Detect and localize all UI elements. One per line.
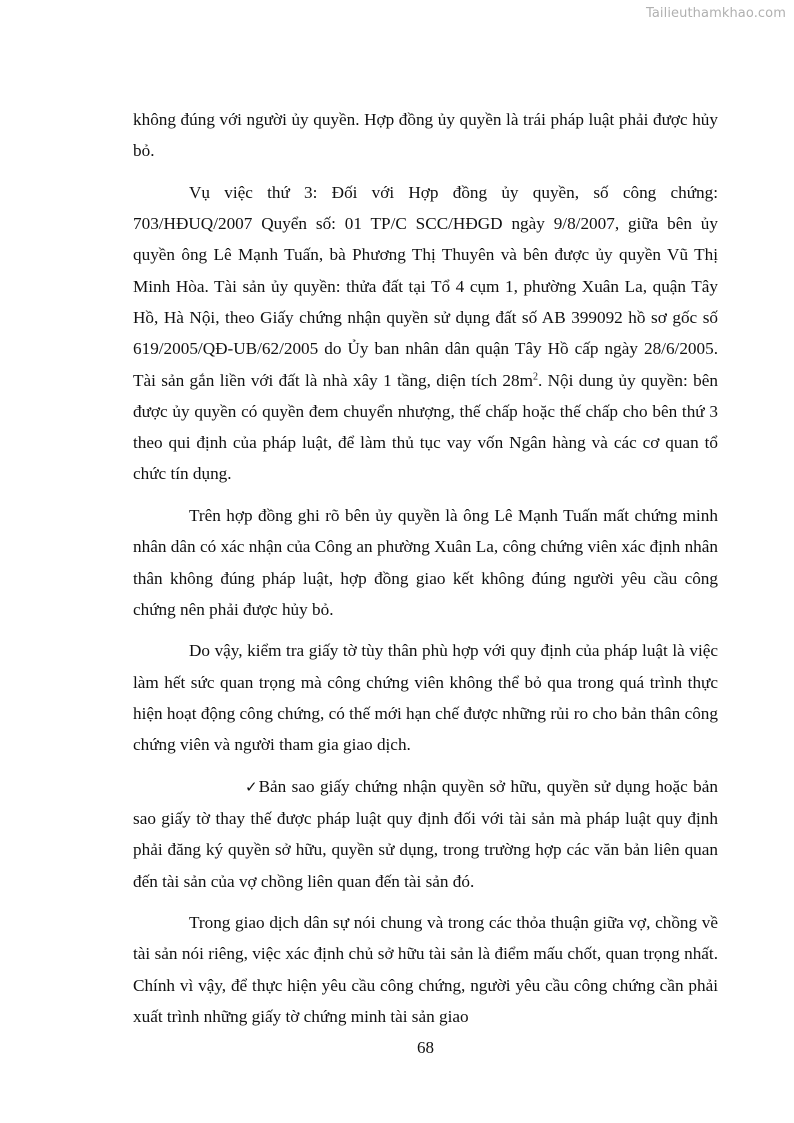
paragraph-5 bbox=[133, 771, 718, 897]
document-body bbox=[133, 104, 718, 1042]
paragraph-2 bbox=[133, 177, 718, 490]
paragraph-4: Do vậy, kiểm tra giấy tờ tùy thân phù hợp với quy định của pháp luật là việc làm hết sức quan trọng mà công chứng viên không thể bỏ qua trong quá trình thực hiện hoạt động công chứng, có thế mới hạn chế được những rủi ro cho bản thân công chứng viên và người tham gia giao dịch. bbox=[133, 641, 718, 755]
paragraph-1: không đúng với người ủy quyền. Hợp đồng ủy quyền là trái pháp luật phải được hủy bỏ. bbox=[133, 110, 718, 161]
checkmark-icon: ✓ bbox=[245, 777, 258, 796]
paragraph-2-text-a: Vụ việc thứ 3: Đối với Hợp đồng ủy quyền, số công chứng: 703/HĐUQ/2007 Quyển số: 01 TP/C SCC/HĐGD ngày 9/8/2007, giữa bên ủy quyền ông Lê Mạnh Tuấn, bà Phương Thị Thuyên và bên được ủy quyền Vũ Thị Minh Hòa. Tài sản ủy quyền: thửa đất tại Tổ 4 cụm 1, phường Xuân La, quận Tây Hồ, Hà Nội, theo Giấy chứng nhận quyền sử dụng đất số AB 399092 hồ sơ gốc số 619/2005/QĐ-UB/62/2005 do Ủy ban nhân dân quận Tây Hồ cấp ngày 28/6/2005. Tài sản gắn liền với đất là nhà xây 1 tầng, diện tích 28m bbox=[133, 182, 718, 390]
page-number: 68 bbox=[417, 1038, 434, 1057]
paragraph-5-text: Bản sao giấy chứng nhận quyền sở hữu, quyền sử dụng hoặc bản sao giấy tờ thay thế được pháp luật quy định đối với tài sản mà pháp luật quy định phải đăng ký quyền sở hữu, quyền sử dụng, trong trường hợp các văn bản liên quan đến tài sản của vợ chồng liên quan đến tài sản đó. bbox=[133, 776, 718, 891]
paragraph-3: Trên hợp đồng ghi rõ bên ủy quyền là ông Lê Mạnh Tuấn mất chứng minh nhân dân có xác nhận của Công an phường Xuân La, công chứng viên xác định nhân thân không đúng pháp luật, hợp đồng giao kết không đúng người yêu cầu công chứng nên phải được hủy bỏ. bbox=[133, 505, 718, 619]
watermark-text: Tailieuthamkhao.com bbox=[645, 6, 786, 21]
superscript-square: 2 bbox=[532, 370, 538, 382]
paragraph-2-text-b: . Nội dung ủy quyền: bên được ủy quyền có quyền đem chuyển nhượng, thế chấp hoặc thế chấp cho bên thứ 3 theo qui định của pháp luật, để làm thủ tục vay vốn Ngân hàng và các cơ quan tổ chức tín dụng. bbox=[133, 370, 718, 484]
paragraph-6: Trong giao dịch dân sự nói chung và trong các thỏa thuận giữa vợ, chồng về tài sản nói riêng, việc xác định chủ sở hữu tài sản là điểm mấu chốt, quan trọng nhất. Chính vì vậy, để thực hiện yêu cầu công chứng, người yêu cầu công chứng cần phải xuất trình những giấy tờ chứng minh tài sản giao bbox=[133, 913, 718, 1026]
